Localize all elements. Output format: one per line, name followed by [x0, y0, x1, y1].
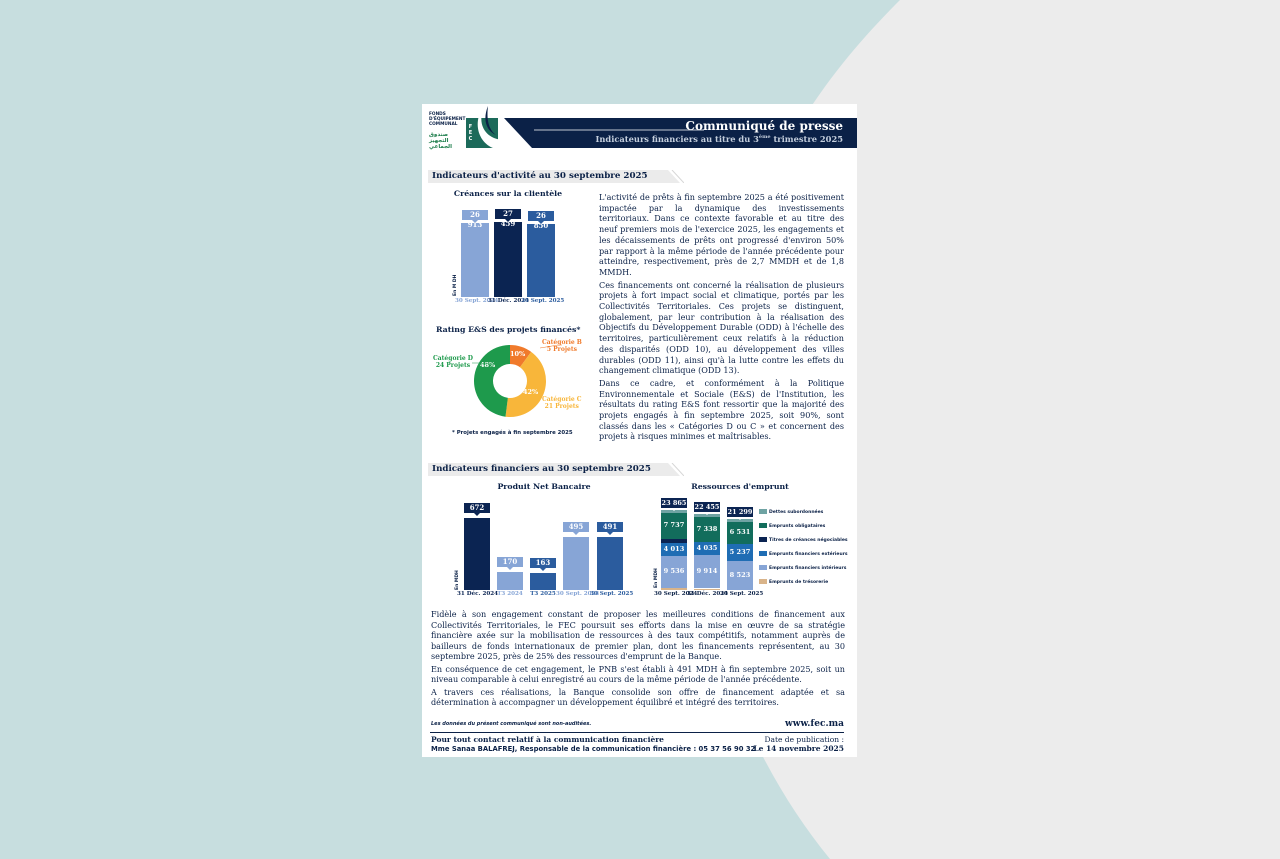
legend-label: Emprunts obligataires [769, 524, 826, 529]
page-subtitle [596, 134, 844, 144]
chart-title-pnb: Produit Net Bancaire [497, 482, 591, 491]
axis-unit: En MDH [455, 570, 460, 590]
legend-name: Catégorie B [542, 339, 582, 346]
legend-swatch [759, 565, 767, 570]
subtitle-text: trimestre 2025 [770, 134, 843, 144]
text-activity [599, 192, 844, 444]
section-title-financial: Indicateurs financiers au 30 septembre 2025 [432, 464, 651, 474]
slice-label-d: 48% [480, 361, 496, 369]
logo-letter: F [468, 124, 473, 130]
legend-item [759, 537, 848, 543]
legend-item [759, 509, 823, 515]
divider [430, 732, 844, 733]
bar-total-label: 21 299 [727, 507, 753, 516]
x-tick-label: 30 Sept. 2025 [590, 591, 634, 597]
legend-label: Emprunts de trésorerie [769, 580, 829, 585]
x-tick-label: 30 Sept. 2025 [521, 298, 565, 304]
legend-swatch [759, 537, 767, 542]
x-tick-label: 31 Déc. 2024 [687, 591, 729, 597]
contact-line: Mme Sanaa BALAFREJ, Responsable de la communication financière : 05 37 56 90 32 [431, 745, 756, 753]
slice-label-b: 10% [510, 350, 526, 358]
paragraph: A travers ces réalisations, la Banque consolide son offre de financement adaptée et sa détermination à accompagner un développement équilibré et intégré des territoires. [431, 686, 845, 707]
x-tick-label: 30 Sept. 2024 [654, 591, 698, 597]
stack-segment: 9 914 [694, 555, 720, 588]
section-title-activity: Indicateurs d'activité au 30 septembre 2025 [432, 171, 648, 181]
legend-label: Emprunts financiers extérieurs [769, 552, 848, 557]
bar-creances [494, 222, 522, 297]
x-tick-label: 31 Déc. 2024 [457, 591, 499, 597]
bar-value-label: 163 [530, 558, 556, 568]
logo-line: COMMUNAL [429, 122, 458, 127]
disclaimer: Les données du présent communiqué sont non-auditées. [431, 721, 592, 727]
legend-sub: 21 Projets [544, 403, 579, 410]
stack-segment [661, 588, 687, 590]
subtitle-sup: ème [758, 134, 771, 141]
bar-value-label: 26 913 [462, 210, 488, 220]
bar-value-label: 27 459 [495, 209, 521, 219]
logo-letter: C [468, 136, 473, 142]
footnote: * Projets engagés à fin septembre 2025 [452, 430, 573, 436]
legend-sub: 5 Projets [546, 346, 577, 353]
x-tick-label: 31 Déc. 2024 [488, 298, 530, 304]
legend-item [759, 579, 828, 585]
contact-title: Pour tout contact relatif à la communication financière [431, 735, 664, 744]
publication-label: Date de publication : [764, 735, 844, 744]
x-tick-label: T3 2025 [530, 591, 556, 597]
paragraph: L'activité de prêts à fin septembre 2025 a été positivement impactée par la dynamique des investissements territoriaux. Dans ce contexte favorable et au titre des neuf premiers mois de l'exercice 2025, les engagements et les décaissements de prêts ont progressé d'environ 50% par rapport à la même période de l'année précédente pour atteindre, respectivement, près de 2,7 MMDH et de 1,8 MMDH. [599, 192, 844, 277]
legend-swatch [759, 509, 767, 514]
paragraph: Fidèle à son engagement constant de proposer les meilleures conditions de financement aux Collectivités Territoriales, le FEC poursuit ses efforts dans la mise en œuvre de sa stratégie financière axée sur la mobilisation de ressources à des taux compétitifs, notamment auprès de bailleurs de fonds internationaux de premier plan, dont les financements représentent, au 30 septembre 2025, près de 25% des ressources d'emprunt de la Banque. [431, 609, 845, 661]
bar-value-label: 26 850 [528, 211, 554, 221]
subtitle-text: Indicateurs financiers au titre du 3 [595, 134, 759, 144]
section-bar-tail [658, 170, 684, 183]
bar-pnb [563, 537, 589, 590]
stack-segment: 8 523 [727, 561, 753, 590]
legend-swatch [759, 579, 767, 584]
bar-creances [461, 223, 489, 297]
paragraph: Dans ce cadre, et conformément à la Politique Environnementale et Sociale (E&S) de l'Institution, les résultats du rating E&S font ressortir que la majorité des projets engagés à fin septembre 2025, soit 90%, sont classés dans les « Catégories D ou C » et concernent des projets à risques minimes et maîtrisables. [599, 377, 844, 442]
legend-item [759, 565, 846, 571]
publication-date [753, 735, 844, 753]
bar-value-label: 495 [563, 522, 589, 532]
stack-segment: 4 013 [661, 543, 687, 556]
bar-value-label: 491 [597, 522, 623, 532]
logo-letter: E [468, 130, 473, 136]
logo-letters [467, 124, 474, 142]
bar-total-label: 22 455 [694, 502, 720, 511]
slice-label-c: 42% [523, 388, 539, 396]
x-tick-label: 30 Sept. 2024 [556, 591, 600, 597]
press-release-page [422, 104, 857, 757]
x-tick-label: 30 Sept. 2025 [720, 591, 764, 597]
bar-total-label: 23 865 [661, 499, 687, 507]
legend-name: Catégorie D [433, 355, 473, 362]
legend-sub: 24 Projets [435, 362, 471, 369]
text-financial [431, 609, 845, 710]
legend-name: Catégorie C [542, 396, 582, 403]
page-title: Communiqué de presse [685, 119, 843, 133]
bar-pnb [530, 573, 556, 590]
x-tick-label: 30 Sept. 2024 [455, 298, 499, 304]
chart-title-rating: Rating E&S des projets financés* [436, 325, 581, 334]
legend-item [759, 523, 825, 529]
stack-segment: 7 737 [661, 513, 687, 539]
stack-segment: 9 536 [661, 556, 687, 588]
stack-segment: 6 531 [727, 522, 753, 544]
chart-title-creances: Créances sur la clientèle [453, 189, 563, 198]
stack-segment: 5 237 [727, 544, 753, 562]
legend-swatch [759, 551, 767, 556]
bar-value-label: 672 [464, 503, 490, 513]
stack-segment: 7 338 [694, 517, 720, 542]
x-tick-label: T3 2024 [497, 591, 523, 597]
section-bar-tail [658, 463, 684, 476]
stack-segment: 4 035 [694, 542, 720, 556]
axis-unit: En MDH [654, 568, 659, 588]
legend-swatch [759, 523, 767, 528]
legend-label: Titres de créances négociables [769, 538, 848, 543]
logo-line: FONDS [429, 112, 446, 117]
paragraph: Ces financements ont concerné la réalisation de plusieurs projets à fort impact social et climatique, portés par les Collectivités Territoriales. Ces projets se distinguent, globalement, par leur contribution à la réalisation des Objectifs du Développement Durable (ODD) à l'échelle des territoires, particulièrement ceux relatifs à la réduction des disparités (ODD 10), au développement des villes durables (ODD 11), ainsi qu'à la lutte contre les effets du changement climatique (ODD 13). [599, 279, 844, 376]
logo-text [429, 112, 469, 127]
chart-title-ressources: Ressources d'emprunt [691, 482, 789, 491]
bar-value-label: 170 [497, 557, 523, 567]
axis-unit: En M DH [453, 274, 458, 296]
logo-arabic: صندوق التجهيز الجماعي [429, 132, 452, 150]
donut-leader-lines [462, 334, 582, 409]
legend-label: Dettes subordonnées [769, 510, 824, 515]
bar-pnb [497, 572, 523, 590]
logo-line: D'ÉQUIPEMENT [429, 117, 466, 122]
bar-creances [527, 224, 555, 297]
paragraph: En conséquence de cet engagement, le PNB s'est établi à 491 MDH à fin septembre 2025, soit un niveau comparable à celui enregistré au cours de la même période de l'année précédente. [431, 663, 845, 684]
legend-label: Emprunts financiers intérieurs [769, 566, 847, 571]
website-link[interactable]: www.fec.ma [784, 719, 844, 729]
bar-pnb [464, 518, 490, 590]
legend-item [759, 551, 848, 557]
stack-segment [694, 589, 720, 591]
publication-value: Le 14 novembre 2025 [753, 744, 844, 753]
bar-pnb [597, 537, 623, 590]
stack-segment [661, 539, 687, 542]
